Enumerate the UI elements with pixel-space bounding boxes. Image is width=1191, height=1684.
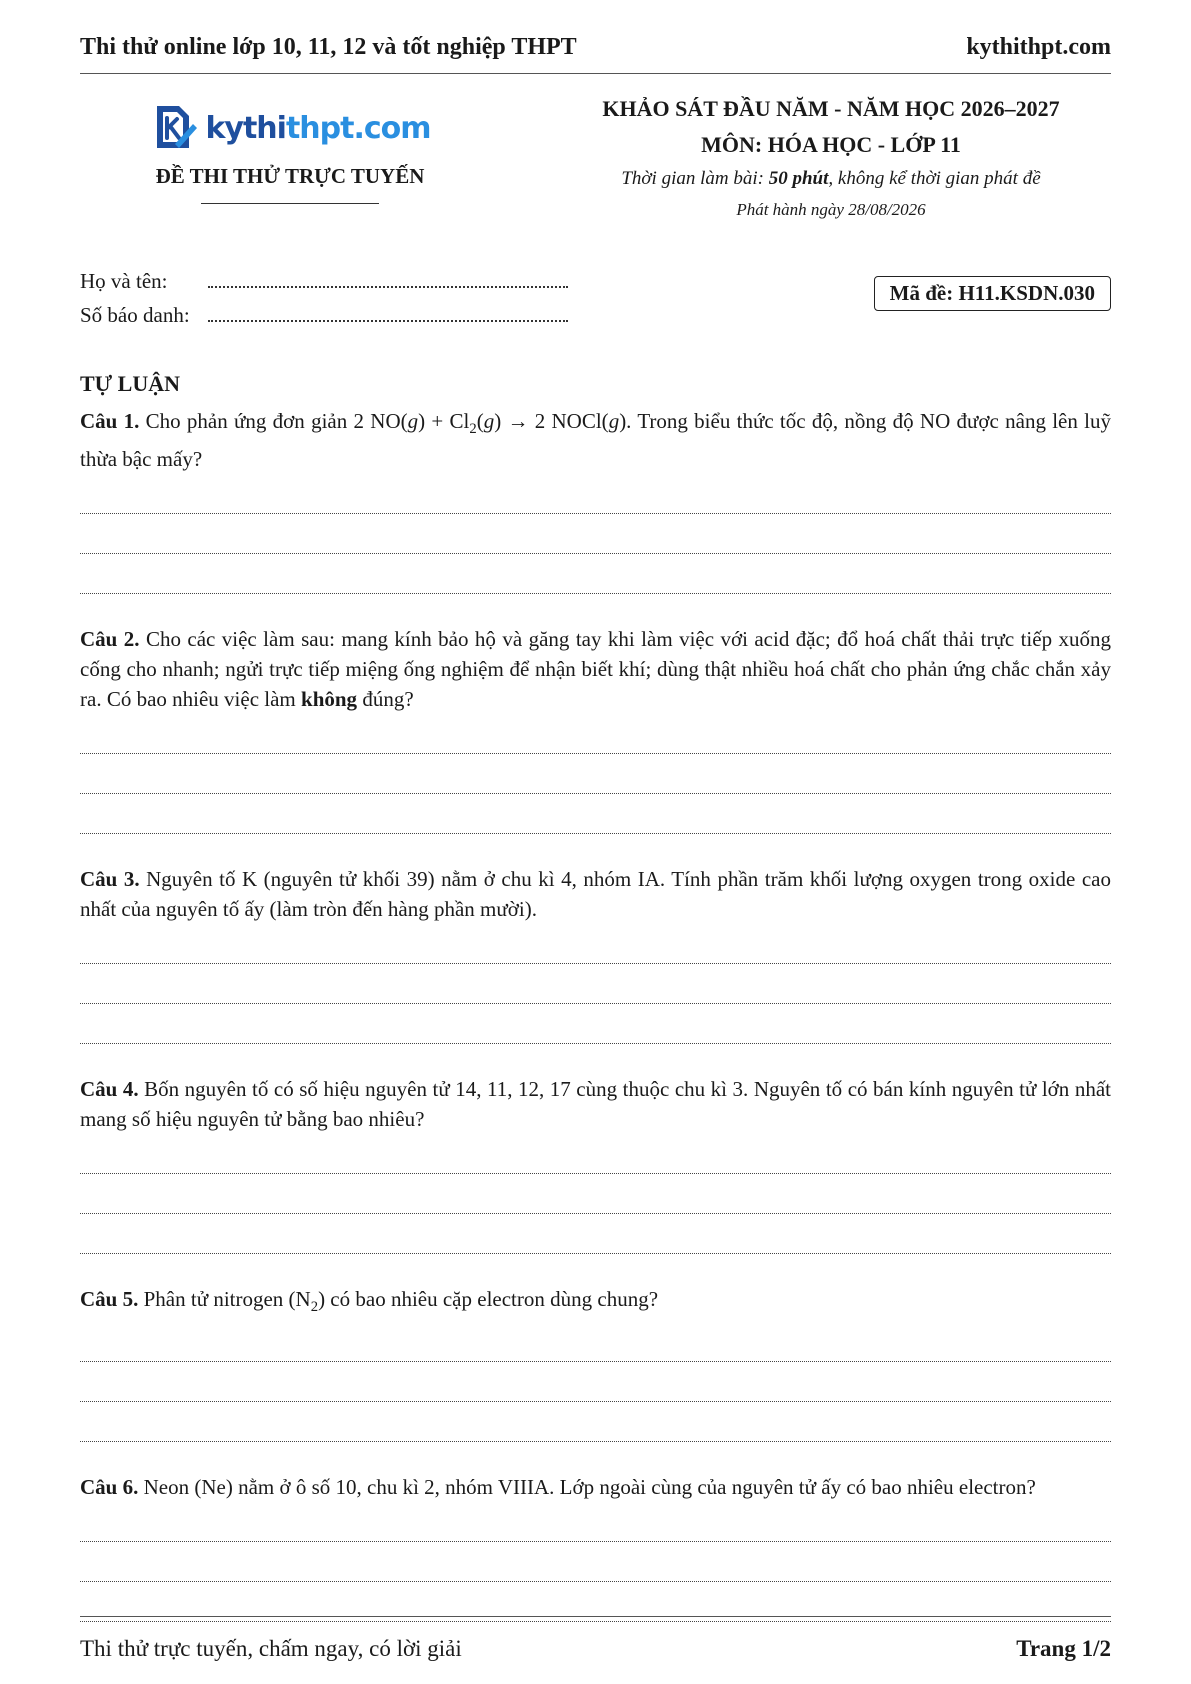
- question-list: [80, 406, 1111, 1622]
- page-header: [80, 22, 1111, 74]
- name-row: [80, 264, 568, 298]
- exam-heading: [551, 96, 1111, 220]
- answer-line[interactable]: [80, 1134, 1111, 1174]
- answer-line[interactable]: [80, 754, 1111, 794]
- exam-duration: Thời gian làm bài: 50 phút, không kể thời gian phát đề: [621, 168, 1041, 189]
- answer-line[interactable]: [80, 794, 1111, 834]
- question-text: Câu 5. Phân tử nitrogen $(N_2)$ có bao nhiêu cặp electron dùng chung?: [80, 1287, 659, 1316]
- id-label: Số báo danh:: [80, 303, 190, 327]
- question-6: [80, 1472, 1111, 1622]
- exam-top-block: [80, 96, 1111, 236]
- answer-line[interactable]: [80, 1362, 1111, 1402]
- answer-line[interactable]: [80, 554, 1111, 594]
- id-field[interactable]: [208, 304, 568, 322]
- header-site-name: kythithpt.com: [966, 34, 1111, 60]
- kythithpt-logo-icon: [149, 102, 199, 154]
- exam-title: KHẢO SÁT ĐẦU NĂM - NĂM HỌC 2026–2027: [602, 96, 1060, 121]
- name-label: Họ và tên:: [80, 269, 168, 293]
- question-4: [80, 1074, 1111, 1254]
- answer-line[interactable]: [80, 1542, 1111, 1582]
- answer-line[interactable]: [80, 1322, 1111, 1362]
- candidate-info: [80, 264, 568, 332]
- question-3: [80, 864, 1111, 1044]
- name-field[interactable]: [208, 270, 568, 288]
- brand-subtitle: ĐỀ THI THỬ TRỰC TUYẾN: [155, 164, 425, 188]
- brand-block: [140, 102, 440, 204]
- exam-subject: MÔN: HÓA HỌC - LỚP 11: [701, 132, 961, 157]
- question-text: Câu 6. Neon (Ne) nằm ở ô số 10, chu kì 2, nhóm VIIIA. Lớp ngoài cùng của nguyên tử ấy có bao nhiêu electron?: [80, 1475, 1036, 1500]
- page-number: Trang 1/2: [1016, 1636, 1111, 1661]
- question-text: Câu 2. Cho các việc làm sau: mang kính bảo hộ và găng tay khi làm việc với acid đặc; đổ hoá chất thải trực tiếp xuống cống cho nhanh; ngửi trực tiếp miệng ống nghiệm để nhận biết khí; dùng thật nhiều hoá chất cho phản ứng chắc chắn xảy ra. Có bao nhiêu việc làm không đúng?: [80, 627, 1111, 712]
- answer-line[interactable]: [80, 514, 1111, 554]
- question-2: [80, 624, 1111, 834]
- exam-release-date: Phát hành ngày 28/08/2026: [736, 200, 926, 219]
- site-logo: [140, 102, 440, 154]
- brand-underline: [201, 203, 379, 204]
- answer-line[interactable]: [80, 1174, 1111, 1214]
- page-footer: [80, 1616, 1111, 1662]
- logo-wordmark: kythithpt.com: [205, 110, 431, 146]
- answer-line[interactable]: [80, 1402, 1111, 1442]
- question-5: [80, 1284, 1111, 1442]
- footer-tagline: Thi thử trực tuyến, chấm ngay, có lời giải: [80, 1636, 462, 1661]
- answer-line[interactable]: [80, 1214, 1111, 1254]
- answer-line[interactable]: [80, 1502, 1111, 1542]
- answer-line[interactable]: [80, 924, 1111, 964]
- header-left-text: Thi thử online lớp 10, 11, 12 và tốt nghiệp THPT: [80, 34, 577, 60]
- exam-code-box: Mã đề: H11.KSDN.030: [874, 276, 1111, 311]
- answer-line[interactable]: [80, 1004, 1111, 1044]
- question-text: Câu 1. Cho phản ứng đơn giản 2 $NO(g) + Cl_2(g) \to 2$ NOCl(g). Trong biểu thức tốc độ, nồng độ NO được nâng lên luỹ thừa bậc mấy?: [80, 409, 1111, 472]
- answer-line[interactable]: [80, 964, 1111, 1004]
- answer-line[interactable]: [80, 714, 1111, 754]
- answer-line[interactable]: [80, 474, 1111, 514]
- section-title: TỰ LUẬN: [80, 371, 181, 396]
- question-1: [80, 406, 1111, 594]
- question-text: Câu 4. Bốn nguyên tố có số hiệu nguyên tử 14, 11, 12, 17 cùng thuộc chu kì 3. Nguyên tố có bán kính nguyên tử lớn nhất mang số hiệu nguyên tử bằng bao nhiêu?: [80, 1077, 1111, 1132]
- question-text: Câu 3. Nguyên tố K (nguyên tử khối 39) nằm ở chu kì 4, nhóm IA. Tính phần trăm khối lượng oxygen trong oxide cao nhất của nguyên tố ấy (làm tròn đến hàng phần mười).: [80, 867, 1111, 922]
- id-row: [80, 298, 568, 332]
